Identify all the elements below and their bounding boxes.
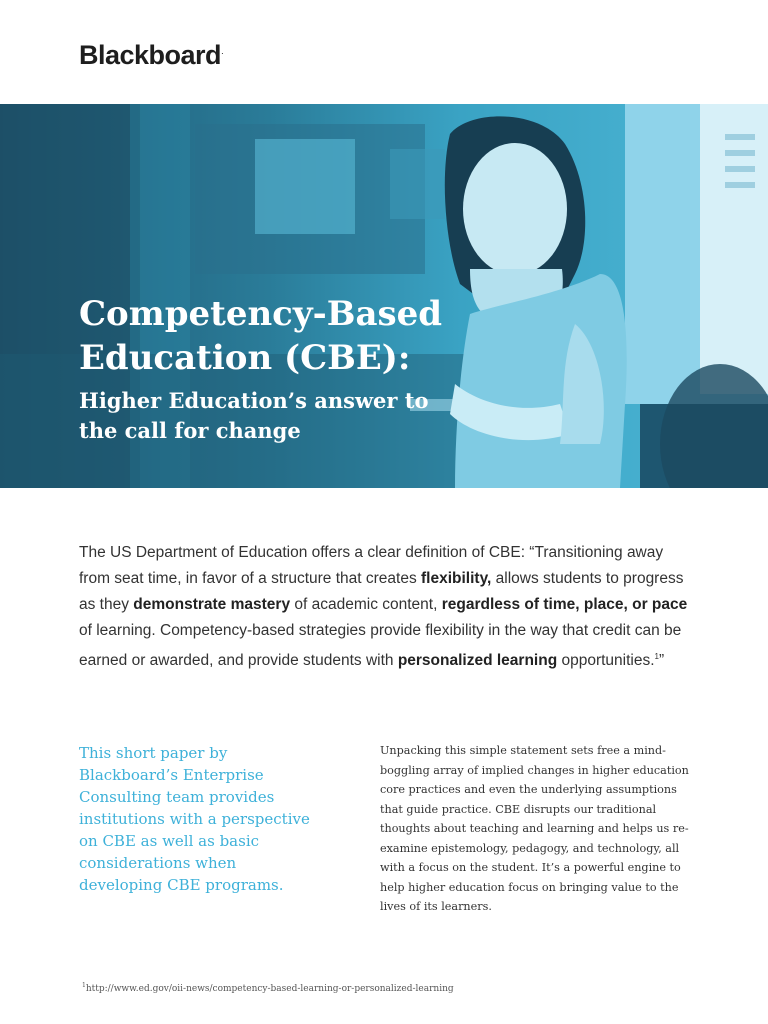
logo-text: Blackboard [79, 40, 222, 70]
blackboard-logo [79, 40, 223, 71]
intro-emphasis: personalized learning [397, 652, 558, 670]
intro-text: ” [659, 652, 665, 670]
intro-emphasis: flexibility, [421, 570, 492, 587]
footnote-marker: 1 [82, 982, 86, 989]
logo-mark: . [221, 46, 224, 56]
intro-text: opportunities. [557, 652, 655, 670]
intro-text: The US Department of Education offers a clear definition of CBE: “Transitioning away from seat time, in favor of a structure that creates [79, 544, 664, 587]
intro-text: allows students to progress as they [79, 570, 684, 613]
intro-emphasis: regardless of time, place, or pace [441, 596, 688, 613]
body-paragraph: Unpacking this simple statement sets free a mind-boggling array of implied changes in higher education core practices and even the underlying assumptions that guide practice. CBE disrupts our traditional thoughts about teaching and learning and helps us re-examine epistemology, pedagogy, and technology, all with a focus on the student. It’s a powerful engine to help higher education focus on bringing value to the lives of its learners. [380, 744, 689, 913]
hero-subtitle: Higher Education’s answer to the call for change [79, 388, 429, 443]
intro-emphasis: demonstrate mastery [133, 596, 291, 613]
intro-paragraph [79, 540, 689, 674]
intro-text: of learning. Competency-based strategies provide flexibility in the way that credit can be earned or awarded, and provide students with [79, 622, 682, 670]
footnote-url[interactable]: http://www.ed.gov/oii-news/competency-based-learning-or-personalized-learning [85, 984, 454, 994]
intro-text: of academic content, [290, 596, 442, 613]
hero-title: Competency-Based Education (CBE): [79, 294, 443, 378]
intro-footnote-ref: 1 [654, 652, 659, 661]
footnote [82, 982, 454, 994]
hero-banner [0, 104, 768, 488]
callout-paragraph: This short paper by Blackboard’s Enterprise Consulting team provides institutions with a perspective on CBE as well as basic considerations when developing CBE programs. [79, 744, 310, 894]
